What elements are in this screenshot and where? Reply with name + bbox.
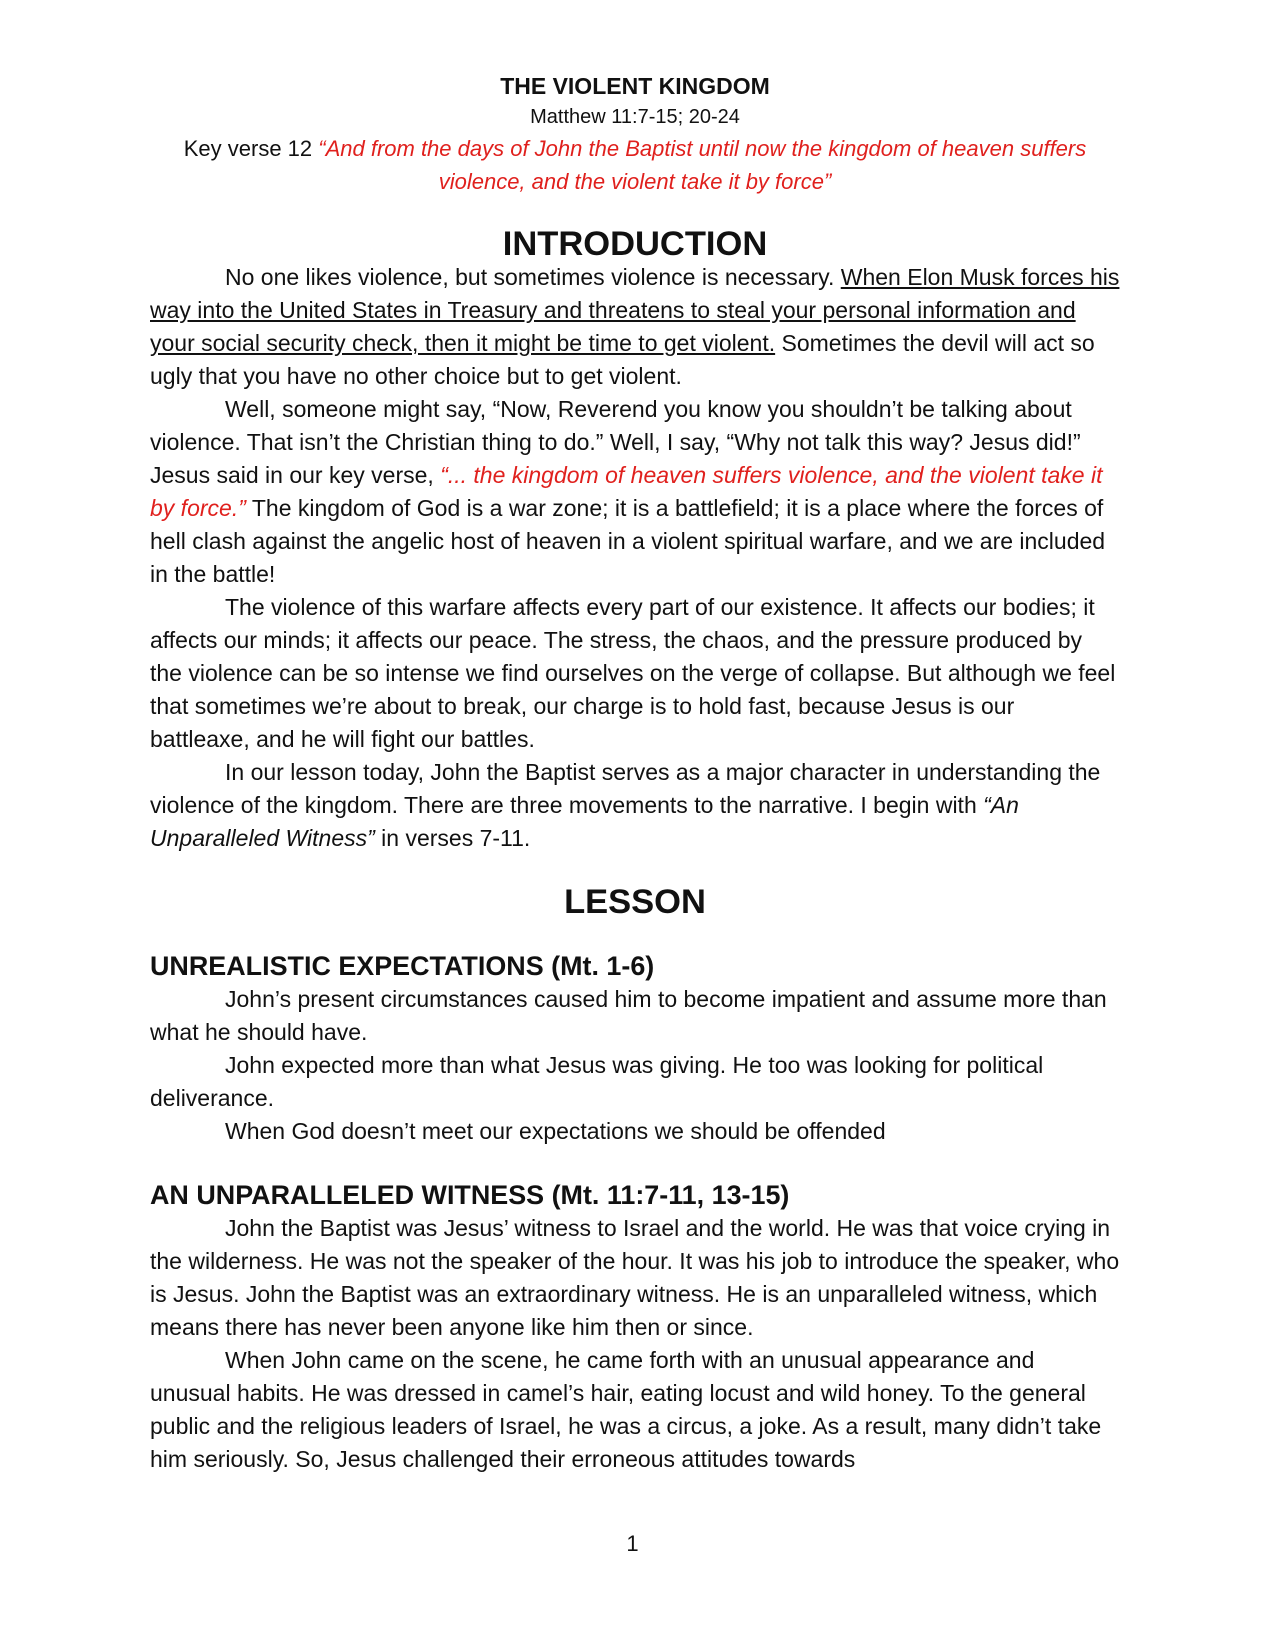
introduction-heading: INTRODUCTION <box>502 225 768 263</box>
spacer <box>150 1148 1120 1179</box>
section2-paragraph-1: John the Baptist was Jesus’ witness to Israel and the world. He was that voice crying in the wilderness. He was not the speaker of the hour. It was his job to introduce the speaker, who is Jesus. John the Baptist was an extraordinary witness. He is an unparalleled witness, which means there has never been anyone like him then or since. <box>150 1215 1120 1340</box>
intro-paragraph-3: The violence of this warfare affects every part of our existence. It affects our bodies; it affects our minds; it affects our peace. The stress, the chaos, and the pressure produced by the violence can be so intense we find ourselves on the verge of collapse. But although we feel that sometimes we’re about to break, our charge is to hold fast, because Jesus is our battleaxe, and he will fight our battles. <box>150 594 1116 752</box>
spacer <box>150 919 1120 950</box>
intro-p2-after: The kingdom of God is a war zone; it is a battlefield; it is a place where the forces of hell clash against the angelic host of heaven in a violent spiritual warfare, and we are included in the battle! <box>150 495 1106 587</box>
scripture-reference: Matthew 11:7-15; 20-24 <box>530 106 740 128</box>
section-heading-unparalleled-witness: AN UNPARALLELED WITNESS (Mt. 11:7-11, 13-15) <box>150 1180 790 1210</box>
page-number: 1 <box>626 1531 639 1556</box>
section1-paragraph-1: John’s present circumstances caused him to become impatient and assume more than what he should have. <box>150 986 1107 1045</box>
spacer <box>150 855 1120 886</box>
page-content <box>150 70 1120 1476</box>
intro-p1-text: No one likes violence, but sometimes violence is necessary. <box>225 264 841 290</box>
intro-p1-trailing: Sometimes the devil will act so ugly that you have no other choice but to get violent. <box>150 330 1095 389</box>
key-verse <box>150 132 1120 198</box>
intro-p4-italic: “An Unparalleled Witness” <box>150 792 1019 851</box>
intro-p1-underlined: When Elon Musk forces his way into the United States in Treasury and threatens to steal your personal information and your social security check, then it might be time to get violent. <box>150 264 1120 356</box>
section2-paragraph-2: When John came on the scene, he came forth with an unusual appearance and unusual habits. He was dressed in camel’s hair, eating locust and wild honey. To the general public and the religious leaders of Israel, he was a circus, a joke. As a result, many didn’t take him seriously. So, Jesus challenged their erroneous attitudes towards <box>150 1347 1102 1472</box>
intro-paragraph-4 <box>150 756 1120 855</box>
intro-paragraph-2 <box>150 393 1120 591</box>
lesson-heading: LESSON <box>564 883 706 921</box>
intro-p4-after: in verses 7-11. <box>374 825 531 851</box>
intro-p2-before: Well, someone might say, “Now, Reverend you know you shouldn’t be talking about violence. That isn’t the Christian thing to do.” Well, I say, “Why not talk this way? Jesus did!” Jesus said in our key verse, <box>150 396 1081 488</box>
document-title: THE VIOLENT KINGDOM <box>500 73 770 99</box>
intro-p4-before: In our lesson today, John the Baptist serves as a major character in understanding the violence of the kingdom. There are three movements to the narrative. I begin with <box>150 759 1101 818</box>
section1-paragraph-3: When God doesn’t meet our expectations we should be offended <box>225 1118 886 1144</box>
key-verse-text: “And from the days of John the Baptist until now the kingdom of heaven suffers violence, and the violent take it by force” <box>318 136 1087 194</box>
key-verse-label: Key verse 12 <box>183 136 319 161</box>
intro-paragraph-1 <box>150 261 1120 393</box>
intro-p2-quote: “... the kingdom of heaven suffers violence, and the violent take it by force.” <box>150 462 1103 521</box>
section1-paragraph-2: John expected more than what Jesus was giving. He too was looking for political deliverance. <box>150 1052 1044 1111</box>
spacer <box>150 198 1120 228</box>
section-heading-unrealistic-expectations: UNREALISTIC EXPECTATIONS (Mt. 1-6) <box>150 951 655 981</box>
